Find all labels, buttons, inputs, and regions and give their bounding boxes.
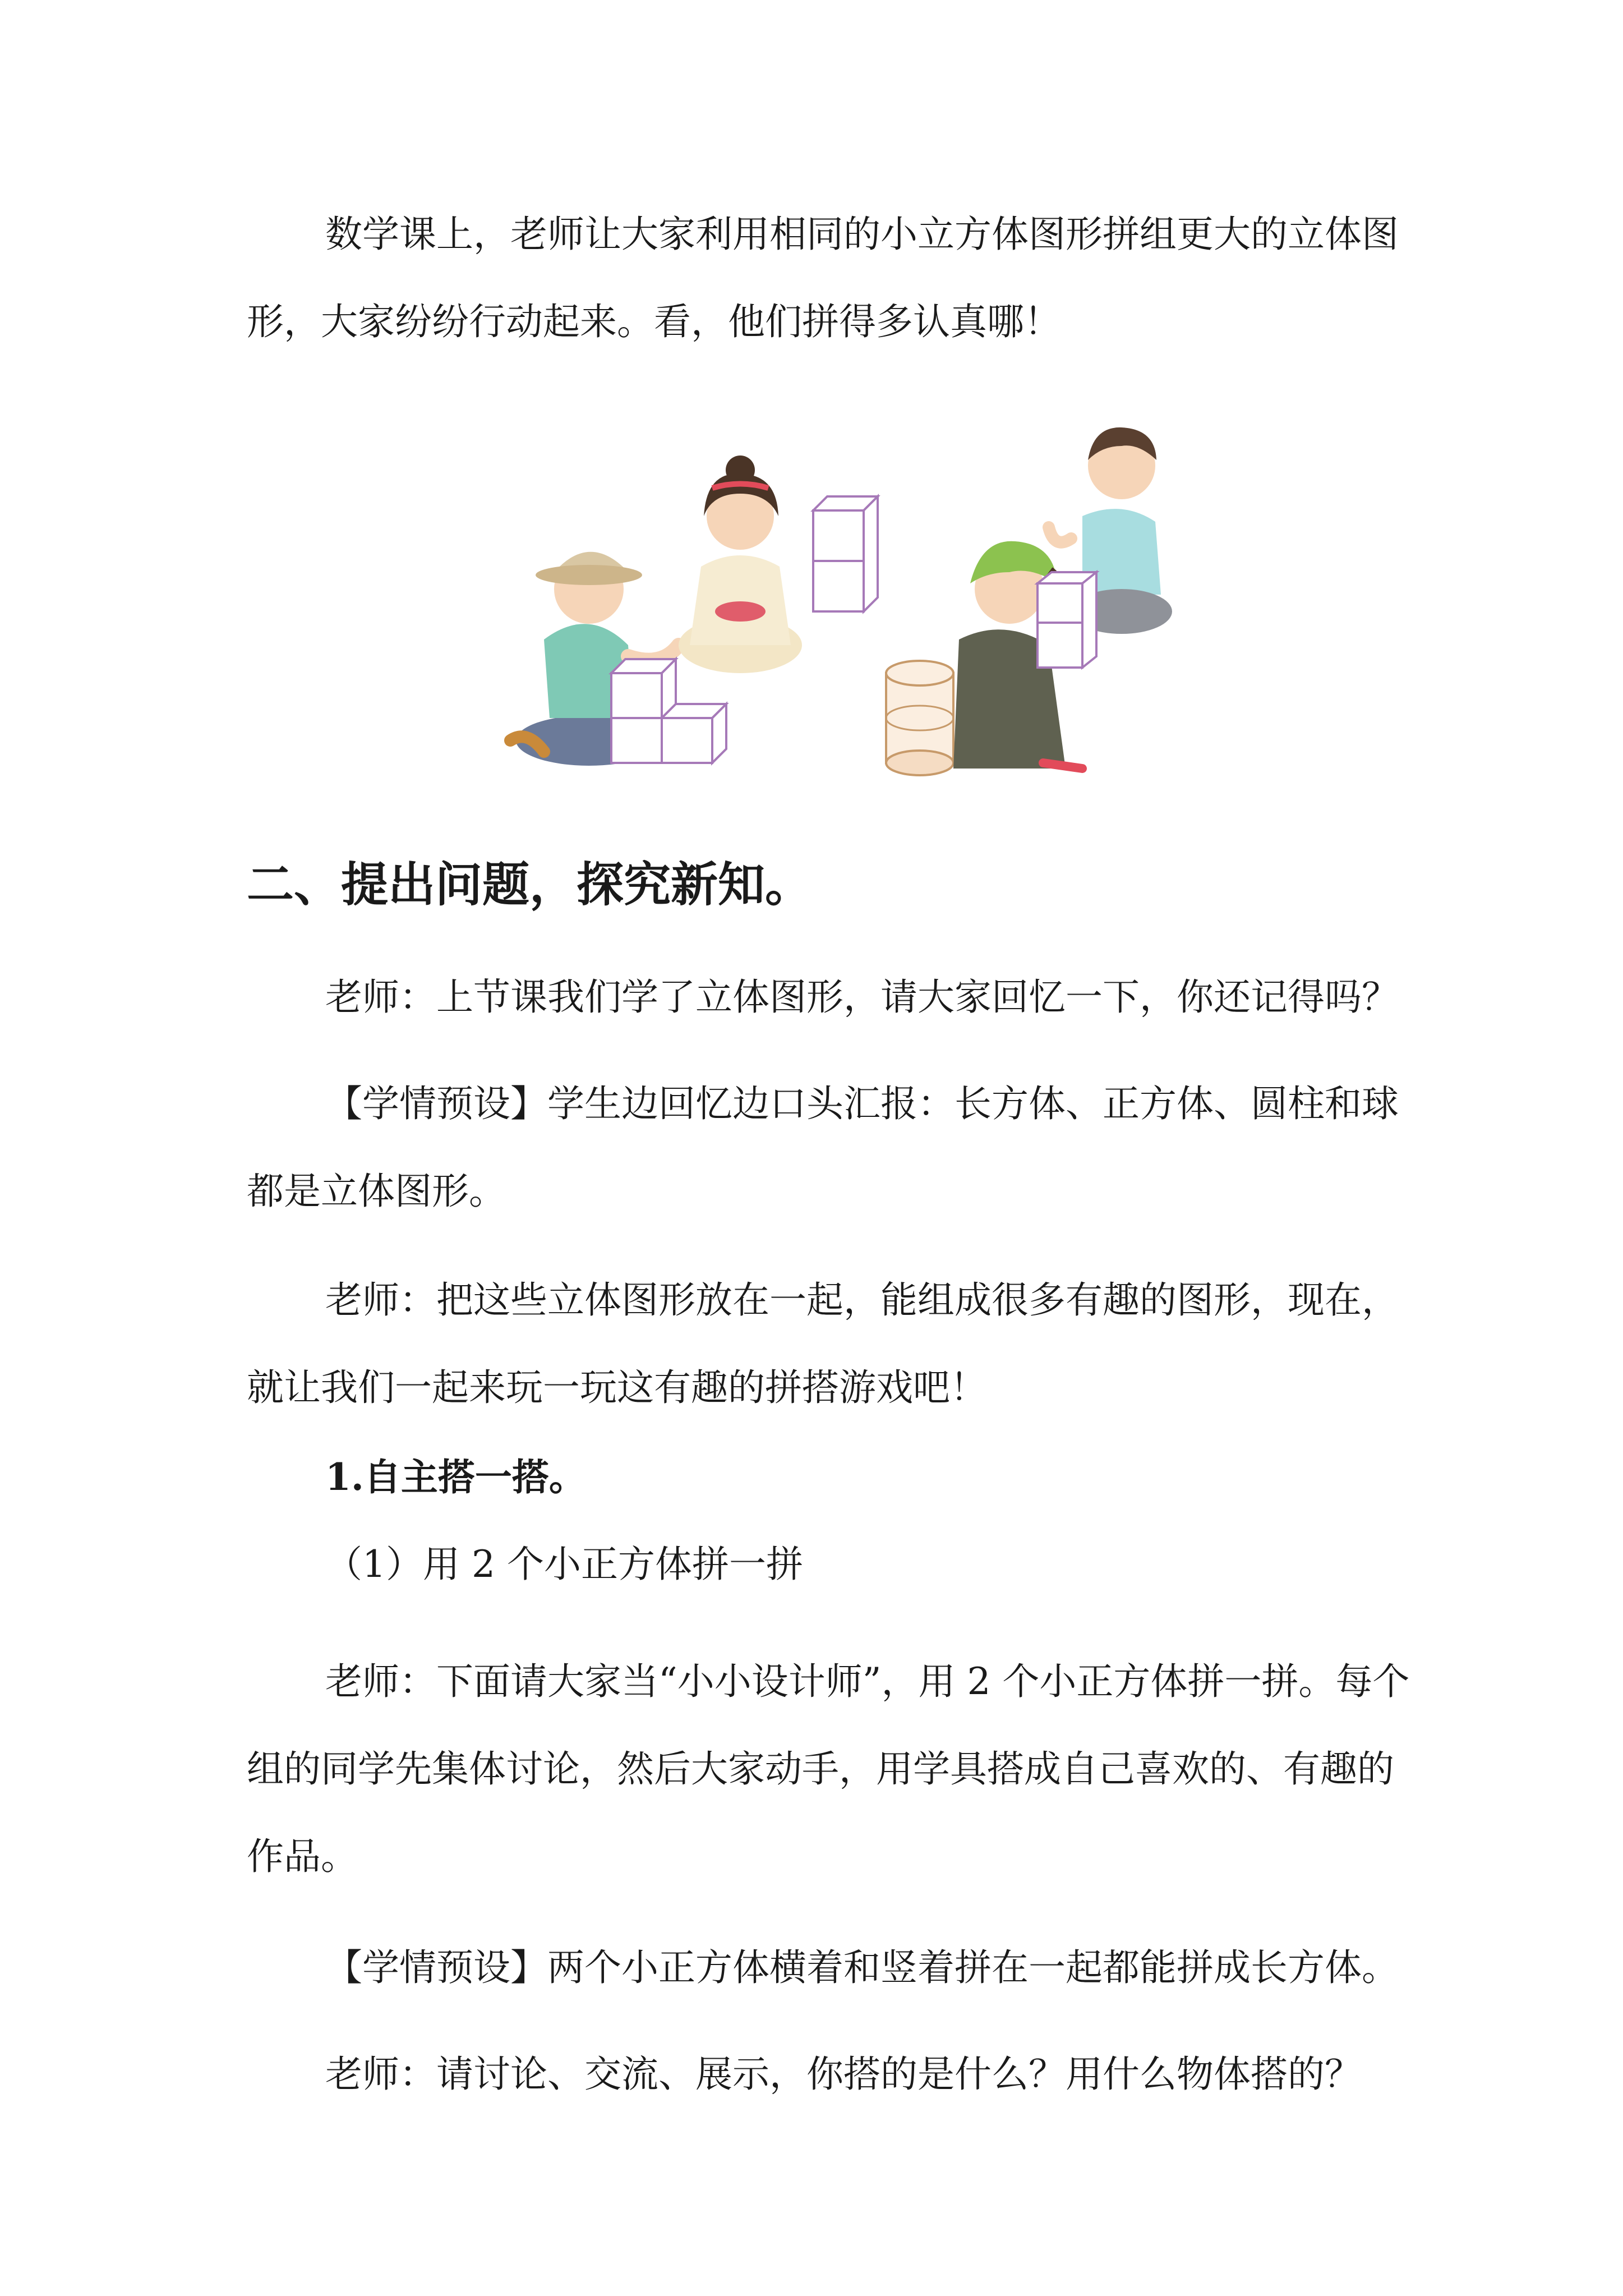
step-subtitle: （1）用 2 个小正方体拼一拼 [325, 1543, 803, 1586]
teacher-intro-game-paragraph: 老师：把这些立体图形放在一起，能组成很多有趣的图形，现在，就让我们一起来玩一玩这有趣的拼搭游戏吧！ [247, 1278, 1399, 1409]
teacher-question-paragraph: 老师：上节课我们学了立体图形，请大家回忆一下，你还记得吗？ [325, 976, 1399, 1019]
section-heading: 二、提出问题，探究新知。 [247, 857, 813, 912]
children-building-blocks-illustration [477, 404, 1206, 797]
student-response-paragraph: 【学情预设】学生边回忆边口头汇报：长方体、正方体、圆柱和球都是立体图形。 [247, 1082, 1399, 1213]
step-title: 1.自主搭一搭。 [325, 1455, 586, 1499]
student-response-cuboid-paragraph: 【学情预设】两个小正方体横着和竖着拼在一起都能拼成长方体。 [325, 1946, 1399, 1989]
intro-paragraph: 数学课上，老师让大家利用相同的小立方体图形拼组更大的立体图形，大家纷纷行动起来。看，他们拼得多认真哪！ [247, 213, 1399, 343]
teacher-discussion-paragraph: 老师：请讨论、交流、展示，你搭的是什么？用什么物体搭的？ [325, 2053, 1362, 2096]
teacher-designer-paragraph: 老师：下面请大家当“小小设计师”，用 2 个小正方体拼一拼。每个组的同学先集体讨论，然后大家动手，用学具搭成自己喜欢的、有趣的作品。 [247, 1660, 1410, 1878]
cube-stack-right [1038, 572, 1096, 668]
girl-with-headband-figure [679, 455, 802, 673]
cylinder-shape [886, 661, 953, 775]
cube-stack-two-tall [813, 496, 878, 611]
cube-stack-l-shape [611, 659, 726, 763]
